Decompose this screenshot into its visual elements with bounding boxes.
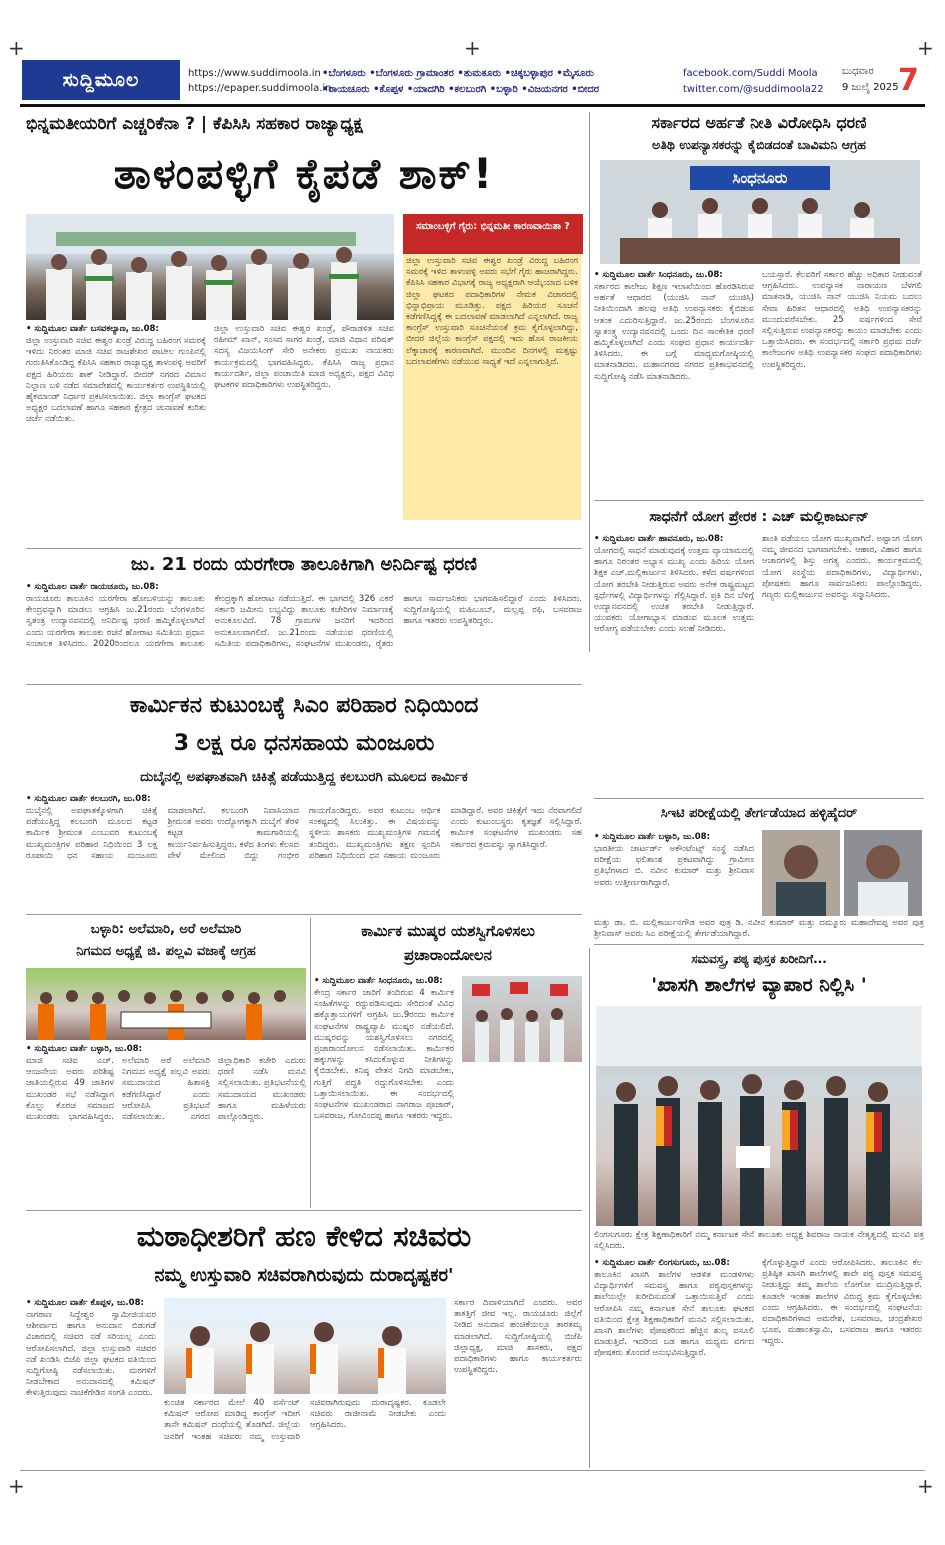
- footer-rule: [20, 1470, 925, 1471]
- story4-caption: ಮತ್ತು ಡಾ. ಬಿ. ಮಲ್ಲಿಕಾರ್ಜುನಗೌಡ ಅವರ ಪುತ್ರ ಡಿ. ನವೀನ ಕುಮಾರ್ ಮತ್ತು ದಮ್ಮೂರು ಮಹಾದೇವಪ್ಪ ಅವರ ಪುತ್ರ ಶ್ರೀನಿವಾಸ್ ಅವರು ಸಿಎ ಪರೀಕ್ಷೆಯಲ್ಲಿ ತೇರ್ಗಡೆಯಾಗಿದ್ದಾರೆ.: [594, 918, 924, 940]
- rule: [26, 684, 582, 685]
- story3-kicker: ಸಾಧನೆಗೆ ಯೋಗ ಪ್ರೇರಕ : ಎಚ್ ಮಲ್ಲಿಕಾರ್ಜುನ್: [649, 509, 869, 525]
- story4-body: ಭಾರತೀಯ ಚಾರ್ಟರ್ಡ್ ಅಕೌಂಟೆಂಟ್ಸ್ ಸಂಸ್ಥೆ ನಡೆಸಿದ ಪರೀಕ್ಷೆಯ ಫಲಿತಾಂಶ ಪ್ರಕಟವಾಗಿದ್ದು ಗ್ರಾಮೀಣ ಪ್ರತಿಭೆಗಳಾದ ಬಿ. ನವೀನ ಕುಮಾರ್ ಮತ್ತು ಶ್ರೀನಿವಾಸ ಅವರು ಉತ್ತೀರ್ಣರಾಗಿದ್ದಾರೆ.: [594, 844, 754, 888]
- story1-byline: • ಸುದ್ದಿಮೂಲ ವಾರ್ತೆ ಬಸವಕಲ್ಯಾಣ, ಜು.08:: [26, 324, 159, 334]
- story9-caption: ಲಿಂಗಸುಗೂರು ಕ್ಷೇತ್ರ ಶಿಕ್ಷಣಾಧಿಕಾರಿಗೆ ನಮ್ಮ ಕರ್ನಾಟಕ ಸೇನೆ ತಾಲೂಕು ಅಧ್ಯಕ್ಷ ಶಿವರಾಜ ನಾಯಕ ನೇತೃತ್ವದಲ್ಲಿ ಮನವಿ ಪತ್ರ ಸಲ್ಲಿಸಿದರು.: [594, 1230, 924, 1252]
- story10-body-col3: ಸರ್ಕಾರ ದಿವಾಳಿಯಾಗಿದೆ ಎಂದರು. ಅವರ ತಾಕತ್ತಿಗೆ ಜೀವ ಇಲ್ಲ. ರಾಯಚೂರು ಜಿಲ್ಲೆಗೆ ನೀಡಿದ ಅನುದಾನ ಹಂಚಿಕೆಯಲ್ಲೂ ತಾರತಮ್ಯ ಮಾಡಲಾಗಿದೆ. ಸುದ್ದಿಗೋಷ್ಠಿಯಲ್ಲಿ ಬಿಜೆಪಿ ಜಿಲ್ಲಾಧ್ಯಕ್ಷ, ಮಾಜಿ ಶಾಸಕರು, ಪಕ್ಷದ ಪದಾಧಿಕಾರಿಗಳು ಹಾಗೂ ಕಾರ್ಯಕರ್ತರು ಉಪಸ್ಥಿತರಿದ್ದರು.: [454, 1298, 582, 1376]
- story10-headline-line1: ಮಠಾಧೀಶರಿಗೆ ಹಣ ಕೇಳಿದ ಸಚಿವರು: [136, 1219, 472, 1253]
- story1-headline: ತಾಳಂಪಳ್ಳಿಗೆ ಕೈಪಡೆ ಶಾಕ್!: [113, 149, 495, 198]
- story1-sidebox-text: ಜಿಲ್ಲಾ ಉಸ್ತುವಾರಿ ಸಚಿವ ಈಶ್ವರ ಖಂಡ್ರೆ ವಿರುದ್ಧ ಬಹಿರಂಗ ಸಮರಕ್ಕೆ ಇಳಿದ ತಾಳಂಪಳ್ಳಿ ಅವರು ಸಭೆಗೆ ಗೈರು ಹಾಜರಾಗಿದ್ದರು. ಕೆಪಿಸಿಸಿ ಸಹಕಾರ ವಿಭಾಗಕ್ಕೆ ರಾಜ್ಯ ಅಧ್ಯಕ್ಷರಾಗಿ ಆಯ್ಕೆಯಾದ ಬಳಿಕ ಜಿಲ್ಲಾ ಘಟಕದ ಪದಾಧಿಕಾರಿಗಳ ನೇಮಕ ವಿಚಾರದಲ್ಲಿ ಭಿನ್ನಾಭಿಪ್ರಾಯ ಮೂಡಿತ್ತು. ಪಕ್ಷದ ಹಿರಿಯರ ಸೂಚನೆ ಕಡೆಗಣಿಸಿದ್ದಕ್ಕೆ ಈ ಬದಲಾವಣೆ ಮಾಡಲಾಗಿದೆ ಎನ್ನಲಾಗಿದೆ. ರಾಜ್ಯ ಕಾಂಗ್ರೆಸ್ ಉಸ್ತುವಾರಿ ಸೂಚನೆಯಂತೆ ಕ್ರಮ ಕೈಗೊಳ್ಳಲಾಗಿದ್ದು, ಬೀದರ ಜಿಲ್ಲೆಯ ಕಾಂಗ್ರೆಸ್ ಪಕ್ಷದಲ್ಲಿ ಇದು ಹೊಸ ರಾಜಕೀಯ ಲೆಕ್ಕಾಚಾರಕ್ಕೆ ಕಾರಣವಾಗಿದೆ. ಮುಂದಿನ ದಿನಗಳಲ್ಲಿ ಮತ್ತಷ್ಟು ಬದಲಾವಣೆಗಳು ನಡೆಯುವ ಸಾಧ್ಯತೆ ಇದೆ ಎನ್ನಲಾಗುತ್ತಿದೆ.: [403, 254, 581, 520]
- story6-subhead: ದುಬೈನಲ್ಲಿ ಅಪಘಾತವಾಗಿ ಚಿಕಿತ್ಸೆ ಪಡೆಯುತ್ತಿದ್ದ ಕಲಬುರಗಿ ಮೂಲದ ಕಾರ್ಮಿಕ: [140, 769, 468, 785]
- protest-illustration: [26, 968, 306, 1040]
- story7-headline-line2: ನಿಗಮದ ಅಧ್ಯಕ್ಷೆ ಜಿ. ಪಲ್ಲವಿ ವಜಾಕ್ಕೆ ಆಗ್ರಹ: [76, 944, 256, 959]
- portrait-illustration: [762, 830, 840, 916]
- story1-body-col2: ಜಿಲ್ಲಾ ಉಸ್ತುವಾರಿ ಸಚಿವ ಈಶ್ವರ ಖಂಡ್ರೆ, ಪೌರಾಡಳಿತ ಸಚಿವ ರಹೀಮ್ ಖಾನ್, ಸಂಸದ ಸಾಗರ ಖಂಡ್ರೆ, ಮಾಜಿ ವಿಧಾನ ಪರಿಷತ್ ಸದಸ್ಯ ವಿಜಯಸಿಂಗ್ ಸೇರಿ ಅನೇಕರು ಪ್ರಮುಖ ನಾಯಕರು ಕಾರ್ಯಕ್ರಮದಲ್ಲಿ ಭಾಗವಹಿಸಿದ್ದರು. ಕೆಪಿಸಿಸಿ ರಾಜ್ಯ ಪ್ರಧಾನ ಕಾರ್ಯದರ್ಶಿ, ಜಿಲ್ಲಾ ಪಂಚಾಯಿತಿ ಮಾಜಿ ಅಧ್ಯಕ್ಷರು, ಪಕ್ಷದ ವಿವಿಧ ಘಟಕಗಳ ಪದಾಧಿಕಾರಿಗಳು ಉಪಸ್ಥಿತರಿದ್ದರು.: [214, 324, 394, 391]
- student-photo-1: [762, 830, 840, 916]
- story7-byline: • ಸುದ್ದಿಮೂಲ ವಾರ್ತೆ ಬಳ್ಳಾರಿ, ಜು.08:: [26, 1044, 142, 1054]
- website-links[interactable]: [188, 66, 332, 96]
- story5-body: ರಾಯಚೂರು ತಾಲೂಕಿನ ಯರಗೇರಾ ಹೋಬಳಿಯನ್ನು ತಾಲೂಕು ಕೇಂದ್ರವನ್ನಾಗಿ ಮಾಡಲು ಆಗ್ರಹಿಸಿ ಜು.21ರಂದು ಬೆಂಗಳೂರಿನ ಸ್ವತಂತ್ರ ಉದ್ಯಾನವನದಲ್ಲಿ ಅನಿರ್ದಿಷ್ಟ ಧರಣಿ ಹಮ್ಮಿಕೊಳ್ಳಲಾಗಿದೆ ಎಂದು ಯರಗೇರಾ ತಾಲೂಕು ರಚನೆ ಹೋರಾಟ ಸಮಿತಿಯ ಪ್ರಧಾನ ಸಂಚಾಲಕ ತಿಳಿಸಿದರು. 2020ರಿಂದಲೂ ಯರಗೇರಾ ತಾಲೂಕು ಕೇಂದ್ರಕ್ಕಾಗಿ ಹೋರಾಟ ನಡೆಯುತ್ತಿದೆ. ಈ ಭಾಗದಲ್ಲಿ 326 ಎಕರೆ ಸರ್ಕಾರಿ ಜಮೀನು ಲಭ್ಯವಿದ್ದು ತಾಲೂಕು ಕಚೇರಿಗಳ ನಿರ್ಮಾಣಕ್ಕೆ ಅನುಕೂಲವಿದೆ. 78 ಗ್ರಾಮಗಳ ಜನರಿಗೆ ಇದರಿಂದ ಅನುಕೂಲವಾಗಲಿದೆ. ಜು.21ರಂದು ನಡೆಯುವ ಧರಣಿಯಲ್ಲಿ ಸಮಿತಿಯ ಪದಾಧಿಕಾರಿಗಳು, ಸಂಘಟನೆಗಳ ಮುಖಂಡರು, ರೈತರು ಹಾಗೂ ಸಾರ್ವಜನಿಕರು ಭಾಗವಹಿಸಲಿದ್ದಾರೆ ಎಂದು ತಿಳಿಸಿದರು. ಸುದ್ದಿಗೋಷ್ಠಿಯಲ್ಲಿ ಮಹಿಬೂಬ್, ಮಲ್ಲಪ್ಪ ರಫಿ, ಬಸವರಾಜ ಹಾಗೂ ಇತರರು ಉಪಸ್ಥಿತರಿದ್ದರು.: [26, 594, 582, 649]
- epaper-link[interactable]: https://epaper.suddimoola.in: [188, 83, 332, 94]
- rule: [26, 548, 582, 549]
- twitter-link[interactable]: twitter.com/@suddimoola22: [683, 84, 824, 95]
- story3-body-col1: ಯೋಗದಲ್ಲಿ ಸಾಧನೆ ಮಾಡುವುದಕ್ಕೆ ಉತ್ತಮ ವ್ಯಾಯಾಮದಲ್ಲಿ ಹಾಗೂ ನಿರಂತರ ಅಭ್ಯಾಸ ಮುಖ್ಯ ಎಂದು ಹಿರಿಯ ಯೋಗ ಶಿಕ್ಷಕ ಎಚ್.ಮಲ್ಲಿಕಾರ್ಜುನ ತಿಳಿಸಿದರು. ಕಳೆದ ವರ್ಷಗಳಿಂದ ಯೋಗ ತರಬೇತಿ ನೀಡುತ್ತಿರುವ ಅವರು ಅನೇಕ ರಾಷ್ಟ್ರಮಟ್ಟದ ಸ್ಪರ್ಧೆಗಳಲ್ಲಿ ವಿದ್ಯಾರ್ಥಿಗಳನ್ನು ಗೆಲ್ಲಿಸಿದ್ದಾರೆ. ಪ್ರತಿ ದಿನ ಬೆಳಿಗ್ಗೆ ಉದ್ಯಾನವನದಲ್ಲಿ ಉಚಿತ ತರಬೇತಿ ನೀಡುತ್ತಿದ್ದಾರೆ. ಯುವಕರು ಯೋಗಾಭ್ಯಾಸ ಮಾಡುವ ಮೂಲಕ ಉತ್ತಮ ಆರೋಗ್ಯ ಪಡೆಯಬೇಕು ಎಂದು ಸಲಹೆ ನೀಡಿದರು.: [594, 546, 754, 635]
- story9-headline: 'ಖಾಸಗಿ ಶಾಲೆಗಳ ವ್ಯಾಪಾರ ನಿಲ್ಲಿಸಿ ': [651, 974, 867, 996]
- story1-kicker: ಭಿನ್ನಮತೀಯರಿಗೆ ಎಚ್ಚರಿಕೆನಾ ? | ಕೆಪಿಸಿಸಿ ಸಹಕಾರ ರಾಜ್ಯಾಧ್ಯಕ್ಷ: [26, 114, 363, 134]
- story3-body-col2: ಶಾಂತಿ ಪಡೆಯಲು ಯೋಗ ಮುಖ್ಯವಾಗಿದೆ. ಅಷ್ಟಾಂಗ ಯೋಗ ನಮ್ಮ ಜೀವನದ ಭಾಗವಾಗಬೇಕು. ಆಹಾರ, ವಿಹಾರ ಹಾಗೂ ಆಚಾರಗಳಲ್ಲಿ ಶಿಸ್ತು ಅಗತ್ಯ ಎಂದರು. ಕಾರ್ಯಕ್ರಮದಲ್ಲಿ ಯೋಗ ಸಂಸ್ಥೆಯ ಪದಾಧಿಕಾರಿಗಳು, ವಿದ್ಯಾರ್ಥಿಗಳು, ಪೋಷಕರು ಹಾಗೂ ಸಾರ್ವಜನಿಕರು ಪಾಲ್ಗೊಂಡಿದ್ದರು. ಗಣ್ಯರು ಮಲ್ಲಿಕಾರ್ಜುನ ಅವರನ್ನು ಸನ್ಮಾನಿಸಿದರು.: [762, 534, 922, 601]
- story2-body-col1: ಸರ್ಕಾರದ ಕಾಲೇಜು ಶಿಕ್ಷಣ ಇಲಾಖೆಯಿಂದ ಹೊರಡಿಸಿರುವ ಅರ್ಹತೆ ಆಧಾರದ (ಯುಜಿಸಿ ನಾನ್ ಯುಜಿಸಿ) ನೀತಿಯಿಂದಾಗಿ ಹಲವು ಅತಿಥಿ ಉಪನ್ಯಾಸಕರು ಕೈಬಿಡುವ ಆತಂಕ ಎದುರಿಸುತ್ತಿದ್ದಾರೆ. ಜು.25ರಂದು ಬೆಂಗಳೂರಿನ ಸ್ವಾತಂತ್ರ್ಯ ಉದ್ಯಾನವನದಲ್ಲಿ ಒಂದು ದಿನ ಸಾಂಕೇತಿಕ ಧರಣಿ ಹಮ್ಮಿಕೊಳ್ಳಲಾಗಿದೆ ಎಂದು ಸಂಘದ ಪ್ರಧಾನ ಕಾರ್ಯದರ್ಶಿ ತಿಳಿಸಿದರು. ಈ ಬಗ್ಗೆ ಮಾಧ್ಯಮಗೋಷ್ಠಿಯಲ್ಲಿ ಮಾತನಾಡಿದರು. ಮಹಾನಗರದ ನಗರದ ಪ್ರತಿಕಾಭವನದಲ್ಲಿ ಸುದ್ದಿಗೋಷ್ಠಿ ನಡೆಸಿ ಮಾತನಾಡಿದರು.: [594, 282, 754, 382]
- issue-date: ಬುಧವಾರ 9 ಜುಲೈ 2025: [842, 66, 899, 93]
- story8-photo: [462, 976, 582, 1062]
- story3-byline: • ಸುದ್ದಿಮೂಲ ವಾರ್ತೆ ಹಾವನೂರು, ಜು.08:: [594, 534, 724, 544]
- story7-headline-line1: ಬಳ್ಳಾರಿ: ಅಲೆಮಾರಿ, ಅರೆ ಅಲೆಮಾರಿ: [90, 922, 242, 937]
- crop-mark: +: [8, 36, 25, 60]
- story6-byline: • ಸುದ್ದಿಮೂಲ ವಾರ್ತೆ ಕಲಬುರಗಿ, ಜು.08:: [26, 794, 151, 804]
- website-link[interactable]: https://www.suddimoola.in: [188, 68, 321, 79]
- story9-photo: [596, 1006, 922, 1226]
- social-links[interactable]: [683, 66, 824, 98]
- story7-photo: [26, 968, 306, 1040]
- crop-mark: +: [917, 1474, 934, 1498]
- story2-body-col2: ಬಯಸ್ತಾರೆ. ಕೆಲವರಿಗೆ ಸರ್ಕಾರ ಹೆಚ್ಚು ಅಧಿಕಾರ ನೀಡುವಂತೆ ಆಗ್ರಹಿಸಿದರು. ಉಪನ್ಯಾಸಕ ನಾರಾಯಣ ಬೆಳಗಲಿ ಮಾತನಾಡಿ, ಯುಜಿಸಿ ನಾನ್ ಯುಜಿಸಿ ನಿಯಮ ಬದಲು ಸೇವಾ ಹಿರಿತನ ಆಧಾರದಲ್ಲಿ ಅತಿಥಿ ಉಪನ್ಯಾಸಕರನ್ನು ಮುಂದುವರೆಸಬೇಕು. 25 ವರ್ಷಗಳಿಂದ ಸೇವೆ ಸಲ್ಲಿಸುತ್ತಿರುವ ಉಪನ್ಯಾಸಕರನ್ನು ಕಾಯಂ ಮಾಡಬೇಕು ಎಂದು ಒತ್ತಾಯಿಸಿದರು. ಈ ಸಂದರ್ಭದಲ್ಲಿ ಸರ್ಕಾರಿ ಪ್ರಥಮ ದರ್ಜೆ ಕಾಲೇಜುಗಳ ಅತಿಥಿ ಉಪನ್ಯಾಸಕರ ಸಂಘದ ಪದಾಧಿಕಾರಿಗಳು ಉಪಸ್ಥಿತರಿದ್ದರು.: [762, 270, 922, 370]
- story1-photo: [26, 214, 394, 320]
- story10-byline: • ಸುದ್ದಿಮೂಲ ವಾರ್ತೆ ಕೊಪ್ಪಳ, ಜು.08:: [26, 1298, 144, 1308]
- column-divider: [310, 918, 311, 1208]
- story2-photo: [600, 160, 920, 264]
- story5-byline: • ಸುದ್ದಿಮೂಲ ವಾರ್ತೆ ರಾಯಚೂರು, ಜು.08:: [26, 582, 159, 592]
- crop-mark: +: [917, 36, 934, 60]
- press-conference-illustration: [164, 1298, 446, 1394]
- story9-body-col1: ತಾಲೂಕಿನ ಖಾಸಗಿ ಶಾಲೆಗಳ ಆಡಳಿತ ಮಂಡಳಿಗಳು ವಿದ್ಯಾರ್ಥಿಗಳಿಗೆ ಸಮವಸ್ತ್ರ ಹಾಗೂ ಪಠ್ಯಪುಸ್ತಕಗಳನ್ನು ಶಾಲೆಯಲ್ಲೇ ಖರೀದಿಸುವಂತೆ ಒತ್ತಾಯಿಸುತ್ತಿವೆ ಎಂದು ಆರೋಪಿಸಿ ನಮ್ಮ ಕರ್ನಾಟಕ ಸೇನೆ ತಾಲೂಕು ಘಟಕದ ವತಿಯಿಂದ ಕ್ಷೇತ್ರ ಶಿಕ್ಷಣಾಧಿಕಾರಿಗೆ ಮನವಿ ಸಲ್ಲಿಸಲಾಯಿತು. ಖಾಸಗಿ ಶಾಲೆಗಳು ಪೋಷಕರಿಂದ ಹೆಚ್ಚಿನ ಶುಲ್ಕ ವಸೂಲಿ ಮಾಡುತ್ತಿವೆ. ಇದರಿಂದ ಬಡ ಹಾಗೂ ಮಧ್ಯಮ ವರ್ಗದ ಪೋಷಕರು ತೊಂದರೆ ಅನುಭವಿಸುತ್ತಿದ್ದಾರೆ.: [594, 1270, 754, 1359]
- press-meet-illustration: [600, 160, 920, 264]
- edition-cities: •ಬೆಂಗಳೂರು •ಬೆಂಗಳೂರು ಗ್ರಾಮಾಂತರ •ತುಮಕೂರು •ಚಿಕ್ಕಬಳ್ಳಾಪುರ •ಮೈಸೂರು •ರಾಯಚೂರು •ಕೊಪ್ಪಳ •ಯಾದಗಿರಿ •ಕಲಬುರಗಿ •ಬಳ್ಳಾರಿ •ವಿಜಯನಗರ •ಬೀದರ: [322, 68, 599, 95]
- header-rule: [20, 104, 925, 107]
- story9-body-col2: ಕ್ಕೆಗೊಳ್ಳುತ್ತಿದ್ದಾರೆ ಎಂದು ಆರೋಪಿಸಿದರು. ತಾಲೂಕಿನ ಕೆಲ ಪ್ರತಿಷ್ಠಿತ ಖಾಸಗಿ ಶಾಲೆಗಳಲ್ಲಿ ತಾವೇ ಪಠ್ಯ ಪುಸ್ತಕ ಸಮವಸ್ತ್ರ ನೀಡುತ್ತಿದ್ದು ತಮ್ಮ ಶಾಲೆಯ ಲೋಗೋ ಮುದ್ರಿಸುತ್ತಿದ್ದಾರೆ. ಕೂಡಲೇ ಇಂತಹ ಶಾಲೆಗಳ ವಿರುದ್ಧ ಕ್ರಮ ಕೈಗೊಳ್ಳಬೇಕು ಎಂದು ಆಗ್ರಹಿಸಿದರು. ಈ ಸಂದರ್ಭದಲ್ಲಿ ಸಂಘಟನೆಯ ಪದಾಧಿಕಾರಿಗಳಾದ ಅಮರೇಶ, ಬಸವರಾಜ, ಚಂದ್ರಶೇಖರ ಭೂಪ, ಮಹಾಂತಸ್ವಾಮಿ, ಬಸವರಾಜ ಹಾಗೂ ಇತರರು ಇದ್ದರು.: [762, 1258, 922, 1347]
- story4-byline: • ಸುದ್ದಿಮೂಲ ವಾರ್ತೆ ಬಳ್ಳಾರಿ, ಜು.08:: [594, 832, 710, 842]
- rule: [594, 500, 924, 501]
- crop-mark: +: [464, 36, 481, 60]
- story4-kicker: ಸಿಇಟಿ ಪರೀಕ್ಷೆಯಲ್ಲಿ ತೇರ್ಗಡೆಯಾದ ಹಳ್ಳಿಹೈದರ್: [660, 806, 858, 821]
- rally-illustration: [462, 976, 582, 1062]
- story9-byline: • ಸುದ್ದಿಮೂಲ ವಾರ್ತೆ ಲಿಂಗಸುಗೂರು, ಜು.08:: [594, 1258, 730, 1268]
- story5-kicker: ಜು. 21 ರಂದು ಯರಗೇರಾ ತಾಲೂಕಿಗಾಗಿ ಅನಿರ್ದಿಷ್ಟ ಧರಣಿ: [130, 554, 478, 575]
- story10-body-col2: ಕುಂಚಿತ ಸರ್ಕಾರದ ಮೇಲೆ 40 ಪರ್ಸೆಂಟ್ ಕಮಿಷನ್ ಆರೋಪ ಮಾಡಿದ್ದ ಕಾಂಗ್ರೆಸ್ ಇದೀಗ ತಾನೇ ಕಮಿಷನ್ ದಂಧೆಯಲ್ಲಿ ತೊಡಗಿದೆ. ಜಿಲ್ಲೆಯ ಜನರಿಗೆ ಇಂತಹ ಸಚಿವರು ನಮ್ಮ ಉಸ್ತುವಾರಿ ಸಚಿವರಾಗಿರುವುದು ದುರಾದೃಷ್ಟಕರ. ಕೂಡಲೇ ಸಚಿವರು ರಾಜೀನಾಮೆ ನೀಡಬೇಕು ಎಂದು ಆಗ್ರಹಿಸಿದರು.: [164, 1398, 446, 1442]
- story8-headline-line2: ಪ್ರಚಾರಾಂದೋಲನ: [404, 946, 492, 964]
- story8-headline-line1: ಕಾರ್ಮಿಕ ಮುಷ್ಕರ ಯಶಸ್ವಿಗೊಳಿಸಲು: [361, 922, 535, 940]
- rule: [594, 798, 924, 799]
- story10-headline-line2: ನಮ್ಮ ಉಸ್ತುವಾರಿ ಸಚಿವರಾಗಿರುವುದು ದುರಾದೃಷ್ಟಕರ': [154, 1265, 454, 1286]
- rule: [594, 944, 924, 945]
- rule: [26, 914, 582, 915]
- story6-headline-line1: ಕಾರ್ಮಿಕನ ಕುಟುಂಬಕ್ಕೆ ಸಿಎಂ ಪರಿಹಾರ ನಿಧಿಯಿಂದ: [129, 693, 479, 718]
- story8-body: ಕೇಂದ್ರ ಸರ್ಕಾರ ಜಾರಿಗೆ ತಂದಿರುವ 4 ಕಾರ್ಮಿಕ ಸಂಹಿತೆಗಳನ್ನು ರದ್ದುಪಡಿಸುವುದು ಸೇರಿದಂತೆ ವಿವಿಧ ಹಕ್ಕೊತ್ತಾಯಗಳಿಗೆ ಆಗ್ರಹಿಸಿ ಜು.9ರಂದು ಕಾರ್ಮಿಕ ಸಂಘಟನೆಗಳ ರಾಷ್ಟ್ರವ್ಯಾಪಿ ಮುಷ್ಕರ ನಡೆಯಲಿದೆ. ಮುಷ್ಕರವನ್ನು ಯಶಸ್ವಿಗೊಳಿಸಲು ನಗರದಲ್ಲಿ ಪ್ರಚಾರಾಂದೋಲನ ನಡೆಸಲಾಯಿತು. ಕಾರ್ಮಿಕರ ಹಕ್ಕುಗಳನ್ನು ಕಸಿದುಕೊಳ್ಳುವ ನೀತಿಗಳನ್ನು ಕೈಬಿಡಬೇಕು. ಕನಿಷ್ಠ ವೇತನ ನಿಗದಿ ಮಾಡಬೇಕು, ಗುತ್ತಿಗೆ ಪದ್ಧತಿ ರದ್ದುಗೊಳಿಸಬೇಕು ಎಂದು ಒತ್ತಾಯಿಸಲಾಯಿತು. ಈ ಸಂದರ್ಭದಲ್ಲಿ ಸಂಘಟನೆಗಳ ಮುಖಂಡರಾದ ನಾಗರಾಜ ಪೂಜಾರ್, ಬಸವರಾಜ, ಗೋವಿಂದಪ್ಪ ಹಾಗೂ ಇತರರು ಇದ್ದರು.: [314, 988, 454, 1122]
- column-divider: [589, 948, 590, 1468]
- story1-body-col1: ಜಿಲ್ಲಾ ಉಸ್ತುವಾರಿ ಸಚಿವ ಈಶ್ವರ ಖಂಡ್ರೆ ವಿರುದ್ಧ ಬಹಿರಂಗ ಸಮರಕ್ಕೆ ಇಳಿದು ನಿರಂತರ ಮಾಜಿ ಸಚಿವ ರಾಜಶೇಖರ ಪಾಟೀಲ ಗುಂಪಿನಲ್ಲಿ ಗುರುತಿಸಿಕೊಂಡಿದ್ದ ಕೆಪಿಸಿಸಿ ಸಹಕಾರ ರಾಜ್ಯಾಧ್ಯಕ್ಷ ತಾಳಂಪಳ್ಳಿ ಅವರಿಗೆ ಪಕ್ಷದ ಹಿರಿಯರು ಶಾಕ್ ನೀಡಿದ್ದಾರೆ. ಬೀದರ್ ನಗರದ ವಿಮಾನ ನಿಲ್ದಾಣ ಬಳಿ ನಡೆದ ಸಮಾವೇಶದಲ್ಲಿ ಕಾರ್ಯಕರ್ತರ ಉಪಸ್ಥಿತಿಯಲ್ಲಿ ಹೈಕಮಾಂಡ್ ನಿರ್ಧಾರ ಪ್ರಕಟಿಸಲಾಯಿತು. ಜಿಲ್ಲಾ ಕಾಂಗ್ರೆಸ್ ಘಟಕದ ಅಧ್ಯಕ್ಷರ ಬದಲಾವಣೆ ಹಾಗೂ ಸಹಕಾರ ಕ್ಷೇತ್ರದ ಚುನಾವಣೆ ಕುರಿತು ಚರ್ಚೆ ನಡೆಯಿತು.: [26, 336, 206, 425]
- story7-body: ಮಾಜಿ ಸಚಿವ ಎಚ್. ಆಂಜನೇಯ ಅವರು ಪರಿಶಿಷ್ಟ ಜಾತಿಯಲ್ಲಿರುವ 49 ಜಾತಿಗಳ ಮುಖಂಡರ ಸಭೆ ನಡೆಸಿದ್ದಾಗ ಕೊಲ್ಲು ಕೊರಚ ಸಮಾಜದ ಮುಖಂಡರು ಭಾಗವಹಿಸಿದ್ದರು. ಅಲೆಮಾರಿ ಅರೆ ಅಲೆಮಾರಿ ನಿಗಮದ ಅಧ್ಯಕ್ಷೆ ಪಲ್ಲವಿ ಅವರು ಸಮುದಾಯದ ಹಿತಾಸಕ್ತಿ ಕಡೆಗಣಿಸಿದ್ದಾರೆ ಎಂದು ಆರೋಪಿಸಿ ಪ್ರತಿಭಟನೆ ನಡೆಸಲಾಯಿತು. ನಗರದ ಜಿಲ್ಲಾಧಿಕಾರಿ ಕಚೇರಿ ಎದುರು ಧರಣಿ ನಡೆಸಿ ಮನವಿ ಸಲ್ಲಿಸಲಾಯಿತು. ಪ್ರತಿಭಟನೆಯಲ್ಲಿ ಸಮುದಾಯದ ಮುಖಂಡರು ಹಾಗೂ ಮಹಿಳೆಯರು ಪಾಲ್ಗೊಂಡಿದ್ದರು.: [26, 1056, 306, 1123]
- rule: [26, 1210, 582, 1211]
- memorandum-illustration: [596, 1006, 922, 1226]
- story2-subhead: ಅತಿಥಿ ಉಪನ್ಯಾಸಕರನ್ನು ಕೈಬಿಡದಂತೆ ಬಾವಿಮನಿ ಆಗ್ರಹ: [652, 137, 866, 152]
- story6-body: ದುಬೈನಲ್ಲಿ ಅಪಘಾತಕ್ಕೊಳಗಾಗಿ ಚಿಕಿತ್ಸೆ ಪಡೆಯುತ್ತಿದ್ದ ಕಲಬುರಗಿ ಮೂಲದ ಕಟ್ಟಡ ಕಾರ್ಮಿಕ ಶ್ರೀಮಂತ ಎಂಬುವರ ಕುಟುಂಬಕ್ಕೆ ಮುಖ್ಯಮಂತ್ರಿಗಳ ಪರಿಹಾರ ನಿಧಿಯಿಂದ 3 ಲಕ್ಷ ರೂಪಾಯಿ ಧನ ಸಹಾಯ ಮಂಜೂರು ಮಾಡಲಾಗಿದೆ. ಕಲಬುರಗಿ ನಿವಾಸಿಯಾದ ಶ್ರೀಮಂತ ಅವರು ಉದ್ಯೋಗಕ್ಕಾಗಿ ದುಬೈಗೆ ತೆರಳಿ ಕಟ್ಟಡ ಕಾಮಗಾರಿಯಲ್ಲಿ ಕಾರ್ಯನಿರ್ವಹಿಸುತ್ತಿದ್ದರು. ಕಳೆದ ತಿಂಗಳು ಕೆಲಸದ ವೇಳೆ ಮೇಲಿಂದ ಬಿದ್ದು ಗಂಭೀರ ಗಾಯಗೊಂಡಿದ್ದರು. ಅವರ ಕುಟುಂಬ ಆರ್ಥಿಕ ಸಂಕಷ್ಟದಲ್ಲಿ ಸಿಲುಕಿತ್ತು. ಈ ವಿಷಯವನ್ನು ಸ್ಥಳೀಯ ಶಾಸಕರು ಮುಖ್ಯಮಂತ್ರಿಗಳ ಗಮನಕ್ಕೆ ತಂದಿದ್ದರು. ಮುಖ್ಯಮಂತ್ರಿಗಳು ತಕ್ಷಣ ಸ್ಪಂದಿಸಿ ಪರಿಹಾರ ನಿಧಿಯಿಂದ ಧನ ಸಹಾಯ ಮಂಜೂರು ಮಾಡಿದ್ದಾರೆ. ಅವರ ಚಿಕಿತ್ಸೆಗೆ ಇದು ನೆರವಾಗಲಿದೆ ಎಂದು ಕುಟುಂಬಸ್ಥರು ಕೃತಜ್ಞತೆ ಸಲ್ಲಿಸಿದ್ದಾರೆ. ಕಾರ್ಮಿಕ ಸಂಘಟನೆಗಳ ಮುಖಂಡರು ಸಹ ಸರ್ಕಾರದ ಕ್ರಮವನ್ನು ಸ್ವಾಗತಿಸಿದ್ದಾರೆ.: [26, 806, 582, 861]
- story10-photo: [164, 1298, 446, 1394]
- group-photo-illustration: [26, 214, 394, 320]
- masthead-logo: ಸುದ್ದಿಮೂಲ: [22, 60, 180, 100]
- page-number: 7: [898, 63, 919, 98]
- crop-mark: +: [8, 1474, 25, 1498]
- student-photo-2: [844, 830, 922, 916]
- story2-kicker: ಸರ್ಕಾರದ ಅರ್ಹತೆ ನೀತಿ ವಿರೋಧಿಸಿ ಧರಣಿ: [651, 113, 867, 132]
- story9-tagline: ಸಮವಸ್ತ್ರ, ಪಠ್ಯ ಪುಸ್ತಕ ಖರೀದಿಗೆ...: [691, 952, 827, 966]
- story1-sidebox-title: ಸಮಾಂಬಳ್ಳಿಗೆ ಗೈರು: ಭಿನ್ನಮತೀ ಕಾರಣವಾಯಿತಾ ?: [403, 214, 583, 254]
- story6-headline-line2: 3 ಲಕ್ಷ ರೂ ಧನಸಹಾಯ ಮಂಜೂರು: [173, 731, 435, 756]
- column-divider: [589, 112, 590, 652]
- story8-byline: • ಸುದ್ದಿಮೂಲ ವಾರ್ತೆ ಸಿಂಧನೂರು, ಜು.08:: [314, 976, 443, 986]
- story2-byline: • ಸುದ್ದಿಮೂಲ ವಾರ್ತೆ ಸಿಂಧನೂರು, ಜು.08:: [594, 270, 723, 280]
- story2-banner: ಸಿಂಧನೂರು: [690, 166, 830, 190]
- story10-body-col1: ನಾಗಠಾಣ ಸಿದ್ದೇಶ್ವರ ಸ್ವಾಮೀಜಿಯವರ ಆಶೀರ್ವಾದ ಹಾಗೂ ಅನುದಾನ ಬಿಡುಗಡೆ ವಿಚಾರದಲ್ಲಿ ಸಚಿವರ ನಡೆ ಸರಿಯಲ್ಲ ಎಂದು ಆರೋಪಿಸಲಾಗಿದೆ. ಜಿಲ್ಲಾ ಉಸ್ತುವಾರಿ ಸಚಿವರ ನಡೆ ಖಂಡಿಸಿ ಬಿಜೆಪಿ ಜಿಲ್ಲಾ ಘಟಕದ ವತಿಯಿಂದ ಸುದ್ದಿಗೋಷ್ಠಿ ನಡೆಸಲಾಯಿತು. ಮಠಗಳಿಗೆ ನೀಡಬೇಕಾದ ಅನುದಾನದಲ್ಲಿ ಕಮಿಷನ್ ಕೇಳುತ್ತಿರುವುದು ನಾಚಿಕೆಗೇಡಿನ ಸಂಗತಿ ಎಂದರು.: [26, 1310, 156, 1399]
- facebook-link[interactable]: facebook.com/Suddi Moola: [683, 68, 818, 79]
- portrait-illustration: [844, 830, 922, 916]
